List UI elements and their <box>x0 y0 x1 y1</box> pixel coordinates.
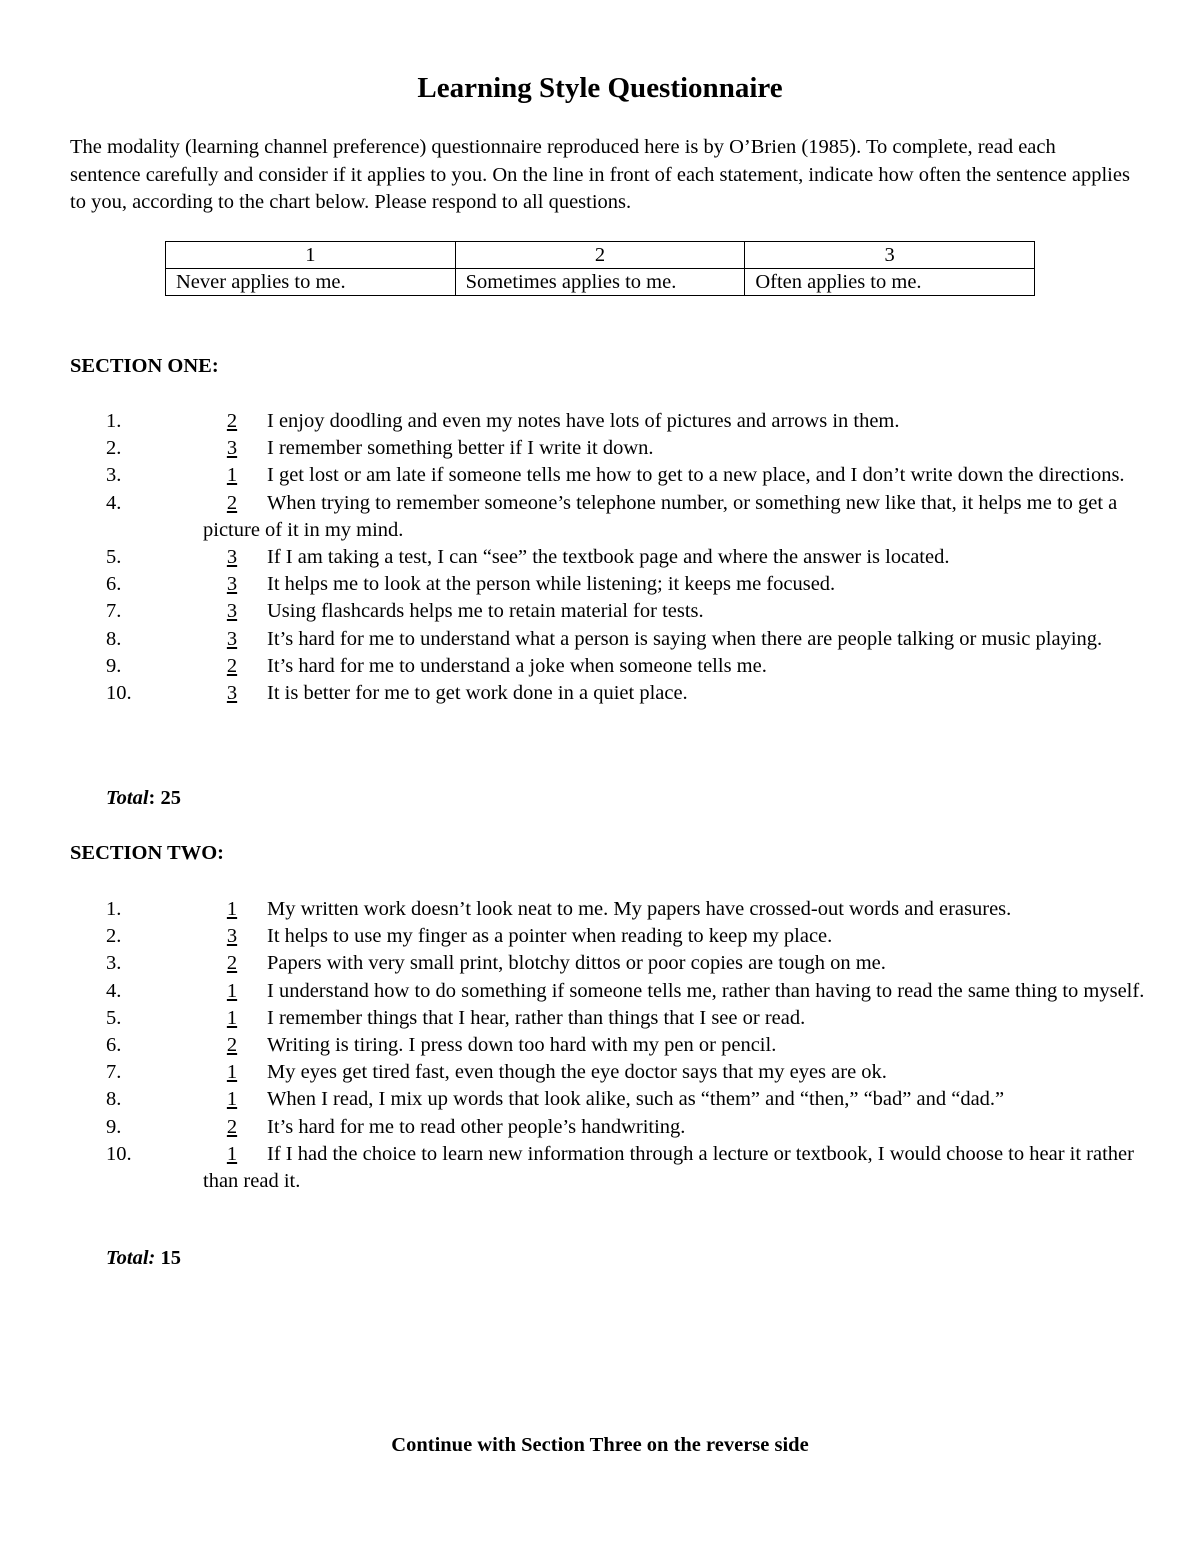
question-body <box>203 1086 1150 1113</box>
question-text: It is better for me to get work done in a quiet place. <box>267 682 688 705</box>
question-body <box>203 571 1150 598</box>
question-number: 6. <box>106 1034 122 1057</box>
answer-blank[interactable]: 3 <box>226 627 238 650</box>
scale-number: 3 <box>745 242 1035 269</box>
answer-blank[interactable]: 2 <box>226 1034 238 1057</box>
total-separator: : <box>148 787 156 809</box>
answer-blank[interactable]: 2 <box>226 654 238 677</box>
question-body <box>203 626 1150 653</box>
answer-blank[interactable]: 1 <box>226 1061 238 1084</box>
answer-blank[interactable]: 3 <box>226 437 238 460</box>
question-number: 9. <box>106 1115 122 1138</box>
answer-blank[interactable]: 1 <box>226 1006 238 1029</box>
total-value: 15 <box>160 1247 181 1269</box>
question-body <box>203 978 1150 1005</box>
question-text: Using flashcards helps me to retain material for tests. <box>267 600 704 623</box>
section-one-heading: SECTION ONE: <box>70 355 219 377</box>
question-item <box>70 1141 1150 1195</box>
scale-label: Never applies to me. <box>166 269 456 296</box>
question-text: I remember things that I hear, rather than things that I see or read. <box>267 1006 806 1029</box>
question-body <box>203 1005 1150 1032</box>
question-number: 2. <box>106 437 122 460</box>
answer-blank[interactable]: 2 <box>226 952 238 975</box>
question-number: 8. <box>106 627 122 650</box>
question-item <box>70 978 1150 1005</box>
question-number: 2. <box>106 925 122 948</box>
answer-blank[interactable]: 3 <box>226 573 238 596</box>
question-number: 5. <box>106 1006 122 1029</box>
question-text: If I am taking a test, I can “see” the textbook page and where the answer is located. <box>267 546 950 569</box>
question-text: My written work doesn’t look neat to me. My papers have crossed-out words and erasures. <box>267 898 1012 920</box>
question-text: It’s hard for me to read other people’s handwriting. <box>267 1115 686 1138</box>
scale-label-row <box>166 269 1035 296</box>
question-number: 10. <box>106 1142 132 1165</box>
section-one-total <box>106 787 181 810</box>
question-number: 9. <box>106 654 122 677</box>
question-body <box>203 462 1150 489</box>
question-text: I get lost or am late if someone tells me how to get to a new place, and I don’t write down the directions. <box>267 464 1125 487</box>
question-text: I enjoy doodling and even my notes have lots of pictures and arrows in them. <box>267 410 900 432</box>
question-body <box>203 1141 1150 1195</box>
question-number: 1. <box>106 410 122 432</box>
answer-blank[interactable]: 2 <box>226 1115 238 1138</box>
question-number: 4. <box>106 979 122 1002</box>
section-two-heading: SECTION TWO: <box>70 842 224 864</box>
question-item <box>70 490 1150 544</box>
question-body <box>203 653 1150 680</box>
question-text: My eyes get tired fast, even though the eye doctor says that my eyes are ok. <box>267 1061 887 1084</box>
scale-label: Sometimes applies to me. <box>455 269 745 296</box>
answer-blank[interactable]: 1 <box>226 1088 238 1111</box>
question-number: 5. <box>106 546 122 569</box>
question-number: 8. <box>106 1088 122 1111</box>
question-text: I remember something better if I write it down. <box>267 437 654 460</box>
question-text: When trying to remember someone’s telephone number, or something new like that, it helps me to get a picture of it in my mind. <box>203 491 1118 541</box>
question-item <box>70 896 1150 923</box>
scale-number: 2 <box>455 242 745 269</box>
question-item <box>70 1032 1150 1059</box>
question-item <box>70 680 1150 707</box>
question-body <box>203 1032 1150 1059</box>
scale-label: Often applies to me. <box>745 269 1035 296</box>
question-text: It helps to use my finger as a pointer when reading to keep my place. <box>267 925 833 948</box>
question-body <box>203 435 1150 462</box>
total-label: Total <box>106 787 149 809</box>
question-text: It helps me to look at the person while listening; it keeps me focused. <box>267 573 836 596</box>
total-label: Total: <box>106 1247 156 1269</box>
question-item <box>70 1114 1150 1141</box>
question-body <box>203 408 1150 435</box>
response-scale-table <box>165 241 1035 296</box>
question-body <box>203 680 1150 707</box>
question-number: 3. <box>106 464 122 487</box>
question-item <box>70 1059 1150 1086</box>
question-number: 6. <box>106 573 122 596</box>
question-text: When I read, I mix up words that look alike, such as “them” and “then,” “bad” and “dad.” <box>267 1088 1005 1111</box>
answer-blank[interactable]: 3 <box>226 546 238 569</box>
answer-blank[interactable]: 2 <box>226 491 238 514</box>
question-body <box>203 1114 1150 1141</box>
question-item <box>70 408 1150 435</box>
question-number: 7. <box>106 1061 122 1084</box>
question-text: I understand how to do something if someone tells me, rather than having to read the same thing to myself. <box>267 979 1145 1002</box>
section-two-total <box>106 1247 181 1270</box>
question-body <box>203 544 1150 571</box>
answer-blank[interactable]: 1 <box>226 979 238 1002</box>
question-text: It’s hard for me to understand what a person is saying when there are people talking or music playing. <box>267 627 1103 650</box>
page-title: Learning Style Questionnaire <box>417 72 783 104</box>
section-two-list <box>70 896 1150 1195</box>
question-body <box>203 950 1150 977</box>
question-item <box>70 571 1150 598</box>
answer-blank[interactable]: 2 <box>226 410 238 432</box>
total-value: 25 <box>160 787 181 809</box>
question-item <box>70 598 1150 625</box>
question-number: 1. <box>106 898 122 920</box>
question-text: Papers with very small print, blotchy dittos or poor copies are tough on me. <box>267 952 886 975</box>
question-number: 3. <box>106 952 122 975</box>
question-item <box>70 923 1150 950</box>
question-number: 4. <box>106 491 122 514</box>
scale-number: 1 <box>166 242 456 269</box>
question-item <box>70 950 1150 977</box>
question-number: 7. <box>106 600 122 623</box>
question-text: It’s hard for me to understand a joke when someone tells me. <box>267 654 767 677</box>
question-body <box>203 598 1150 625</box>
question-text: Writing is tiring. I press down too hard with my pen or pencil. <box>267 1034 777 1057</box>
question-item <box>70 462 1150 489</box>
answer-blank[interactable]: 1 <box>226 898 238 920</box>
answer-blank[interactable]: 3 <box>226 600 238 623</box>
question-body <box>203 1059 1150 1086</box>
answer-blank[interactable]: 3 <box>226 925 238 948</box>
question-body <box>203 923 1150 950</box>
answer-blank[interactable]: 1 <box>226 464 238 487</box>
question-item <box>70 544 1150 571</box>
question-body <box>203 896 1150 923</box>
question-item <box>70 435 1150 462</box>
question-item <box>70 653 1150 680</box>
scale-number-row <box>166 242 1035 269</box>
question-item <box>70 626 1150 653</box>
question-text: If I had the choice to learn new information through a lecture or textbook, I would choose to hear it rather than read it. <box>203 1142 1134 1193</box>
answer-blank[interactable]: 1 <box>226 1142 238 1165</box>
question-number: 10. <box>106 682 132 705</box>
intro-paragraph: The modality (learning channel preference) questionnaire reproduced here is by O’Brien (1985). To complete, read each sentence carefully and consider if it applies to you. On the line in front of each statement, indicate how often the sentence applies to you, according to the chart below. Please respond to all questions. <box>70 136 1130 213</box>
question-body <box>203 490 1150 544</box>
section-one-list <box>70 408 1150 707</box>
footer-note: Continue with Section Three on the reverse side <box>391 1434 809 1456</box>
answer-blank[interactable]: 3 <box>226 682 238 705</box>
question-item <box>70 1005 1150 1032</box>
question-item <box>70 1086 1150 1113</box>
